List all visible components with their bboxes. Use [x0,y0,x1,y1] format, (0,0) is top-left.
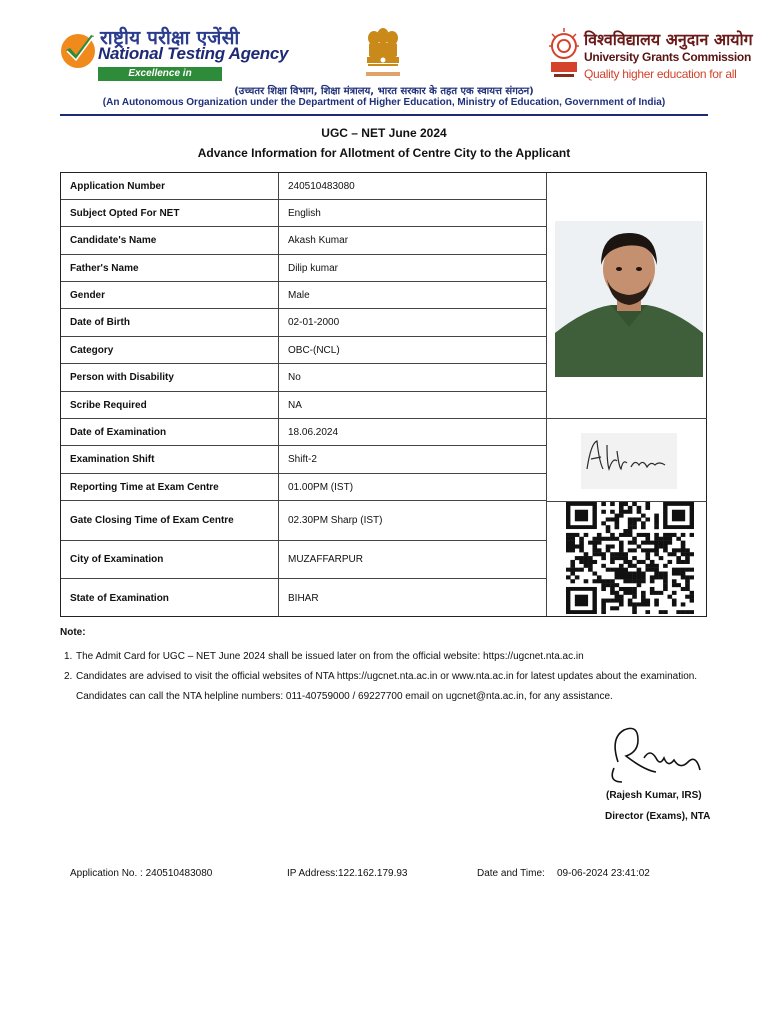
candidate-signature [555,423,703,499]
candidate-details-table [60,172,707,617]
column-divider [278,200,279,226]
row-disability [61,364,547,392]
director-signature-icon [604,718,714,790]
row-candidate-name [61,227,547,255]
footer-datetime-label: Date and Time: [477,868,545,879]
row-reporting-time [61,474,547,501]
row-father-name [61,255,547,282]
column-divider [278,541,279,578]
national-emblem-icon [358,26,408,82]
ugc-english-name: University Grants Commission [584,50,751,64]
exam-shift-label: Examination Shift [70,454,155,465]
candidate-name-value: Akash Kumar [288,235,349,246]
application-number-label: Application Number [70,180,166,192]
footer-datetime-value: 09-06-2024 23:41:02 [557,868,650,879]
column-divider [278,501,279,540]
ugc-hindi-name: विश्वविद्यालय अनुदान आयोग [584,30,753,49]
exam-shift-value: Shift-2 [288,454,317,465]
signature-icon [555,423,703,499]
reporting-time-label: Reporting Time at Exam Centre [70,481,219,493]
exam-state-label: State of Examination [70,592,169,604]
scribe-value: NA [288,399,302,411]
candidate-photo [555,221,703,377]
note-text: The Admit Card for UGC – NET June 2024 shall be issued later on from the official website: https://ugcnet.nta.ac.in [76,651,584,662]
row-application-number [61,173,547,200]
column-divider [278,419,279,445]
note-text: Candidates are advised to visit the official websites of NTA https://ugcnet.nta.ac.in or www.nta.ac.in for latest updates about the examination. Candidates can call the NTA helpline numbers: 011-40759000 / 69227700 email on ugcnet@nta.ac.in, for any assistance. [76,671,698,702]
organization-english-line: (An Autonomous Organization under the Department of Higher Education, Ministry of Education, Government of India) [102,97,666,108]
nta-tagline: Excellence in Assessment [98,67,222,81]
row-exam-date [61,419,547,446]
date-of-birth-value: 02-01-2000 [288,317,340,328]
row-exam-state [61,579,547,617]
organization-hindi-line: (उच्चतर शिक्षा विभाग, शिक्षा मंत्रालय, भारत सरकार के तहत एक स्वायत्त संगठन) [234,86,534,97]
row-date-of-birth [61,309,547,337]
note-number: 1. [64,651,73,662]
qr-code-icon [566,502,694,614]
disability-value: No [288,372,301,383]
father-name-value: Dilip kumar [288,262,339,274]
gate-closing-time-label: Gate Closing Time of Exam Centre [70,515,234,526]
ugc-tagline: Quality higher education for all [584,67,737,81]
exam-state-value: BIHAR [288,592,319,604]
column-divider [278,364,279,391]
document-title: Advance Information for Allotment of Centre City to the Applicant [197,146,571,160]
subject-label: Subject Opted For NET [70,207,180,219]
column-divider [278,282,279,308]
exam-city-value: MUZAFFARPUR [288,554,363,565]
column-divider [278,255,279,281]
director-name: (Rajesh Kumar, IRS) [606,790,702,801]
reporting-time-value: 01.00PM (IST) [288,481,354,493]
footer-application-number: Application No. : 240510483080 [70,868,213,879]
note-heading: Note: [60,627,86,638]
nta-english-name: National Testing Agency [98,44,289,63]
column-divider [278,392,279,418]
row-subject [61,200,547,227]
note-number: 2. [64,671,73,682]
column-divider [278,227,279,254]
gender-label: Gender [70,289,106,301]
column-divider [278,579,279,617]
disability-label: Person with Disability [70,372,174,383]
date-of-birth-label: Date of Birth [70,317,130,328]
column-divider [278,173,279,199]
subject-value: English [288,207,321,219]
director-title: Director (Exams), NTA [605,811,711,822]
exam-date-value: 18.06.2024 [288,426,339,438]
exam-title: UGC – NET June 2024 [321,126,447,140]
right-column-divider [547,501,707,502]
header-divider [60,114,708,116]
father-name-label: Father's Name [70,262,139,274]
column-divider [278,446,279,473]
column-divider [278,309,279,336]
candidate-name-label: Candidate's Name [70,235,157,246]
scribe-label: Scribe Required [70,399,147,411]
nta-hindi-name: राष्ट्रीय परीक्षा एजेंसी [100,27,240,49]
ugc-logo-icon [547,26,581,80]
exam-city-label: City of Examination [70,554,164,565]
footer-ip-address: IP Address:122.162.179.93 [287,868,408,879]
person-photo-icon [555,221,703,377]
gender-value: Male [288,289,310,301]
exam-date-label: Date of Examination [70,426,167,438]
column-divider [278,337,279,363]
column-divider [278,474,279,500]
right-column-divider [547,418,707,419]
row-scribe [61,392,547,419]
application-number-value: 240510483080 [288,180,355,192]
row-exam-city [61,541,547,579]
category-value: OBC-(NCL) [288,344,340,356]
row-gate-closing-time [61,501,547,541]
row-category [61,337,547,364]
row-exam-shift [61,446,547,474]
category-label: Category [70,344,114,356]
page-header [0,0,768,118]
row-gender [61,282,547,309]
nta-logo-icon [58,30,98,70]
gate-closing-time-value: 02.30PM Sharp (IST) [288,515,383,526]
